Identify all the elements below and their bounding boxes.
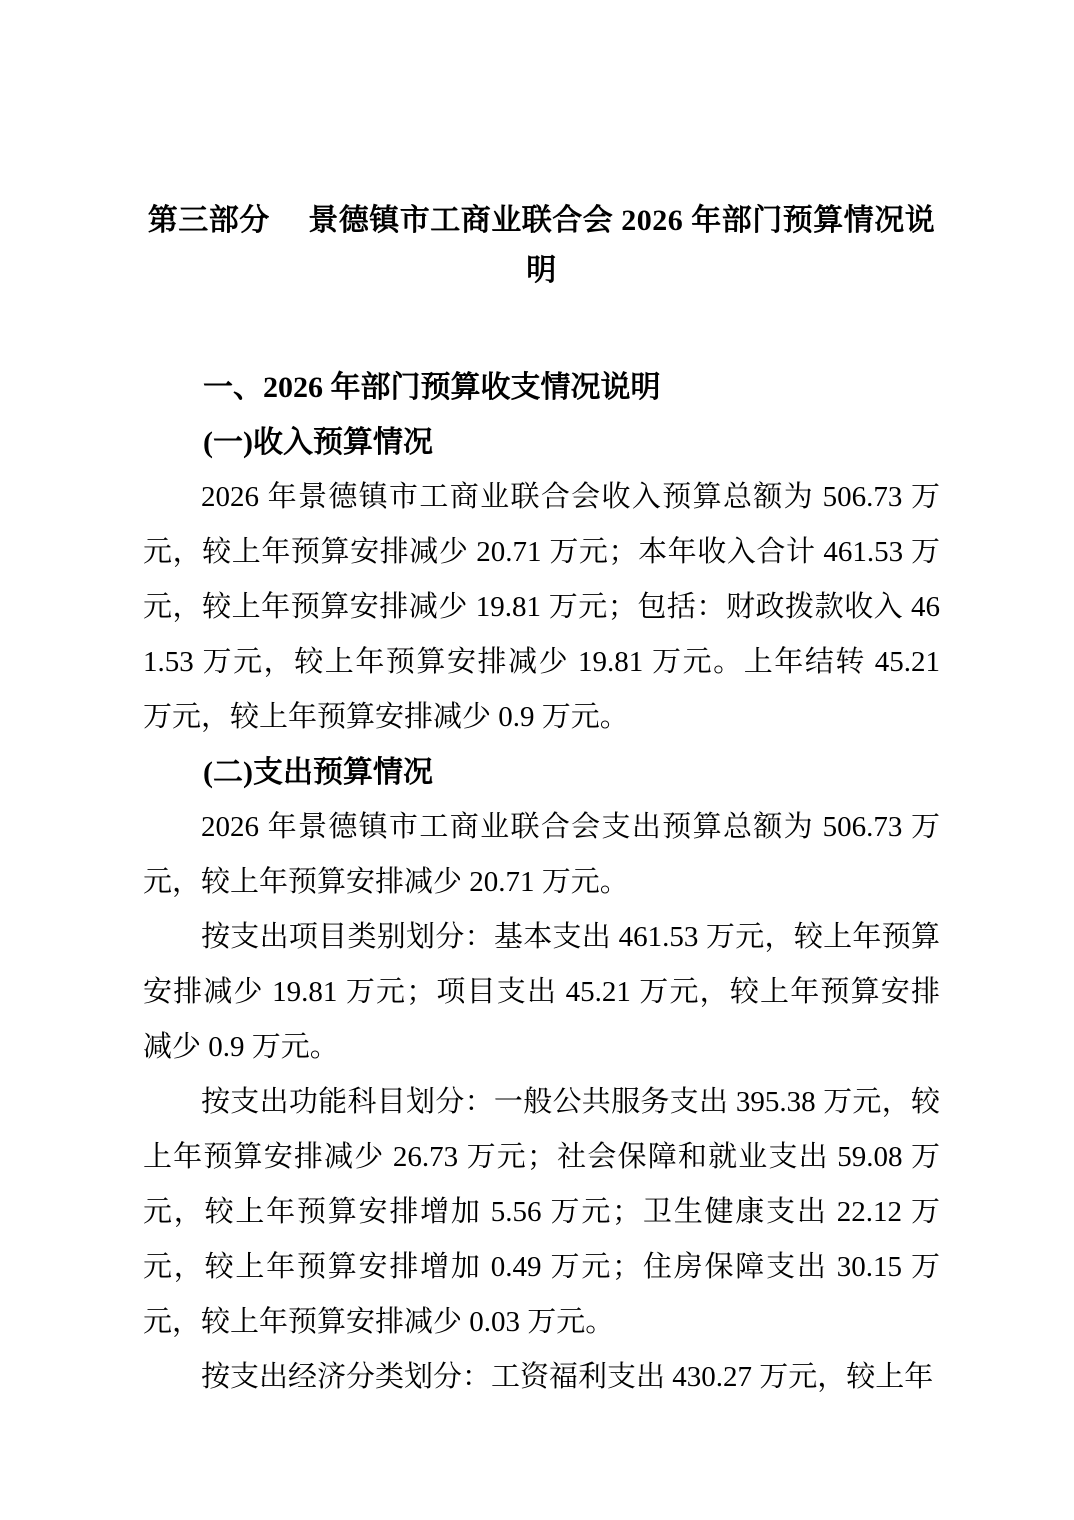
expense-by-economic-paragraph: 按支出经济分类划分：工资福利支出 430.27 万元，较上年	[201, 1361, 934, 1393]
expense-by-function-paragraph: 按支出功能科目划分：一般公共服务支出 395.38 万元，较上年预算安排减少 26.73 万元；社会保障和就业支出 59.08 万元，较上年预算安排增加 5.56 万元；卫生健康支出 22.12 万元，较上年预算安排增加 0.49 万元；住房保障支出 30.15 万元，较上年预算安排减少 0.03 万元。	[143, 1086, 940, 1338]
expense-by-project-paragraph: 按支出项目类别划分：基本支出 461.53 万元，较上年预算安排减少 19.81 万元；项目支出 45.21 万元，较上年预算安排减少 0.9 万元。	[143, 921, 940, 1063]
expense-budget-heading: (二)支出预算情况	[203, 756, 433, 789]
income-budget-paragraph: 2026 年景德镇市工商业联合会收入预算总额为 506.73 万元，较上年预算安排减少 20.71 万元；本年收入合计 461.53 万元，较上年预算安排减少 19.81 万元；包括：财政拨款收入 461.53 万元，较上年预算安排减少 19.81 万元。上年结转 45.21 万元，较上年预算安排减少 0.9 万元。	[143, 481, 940, 733]
income-budget-heading: (一)收入预算情况	[203, 426, 433, 459]
expense-total-paragraph: 2026 年景德镇市工商业联合会支出预算总额为 506.73 万元，较上年预算安排减少 20.71 万元。	[143, 811, 940, 898]
document-content	[143, 196, 940, 1405]
page-title: 第三部分 景德镇市工商业联合会 2026 年部门预算情况说明	[147, 204, 936, 287]
section-heading-budget-overview: 一、2026 年部门预算收支情况说明	[203, 371, 661, 404]
